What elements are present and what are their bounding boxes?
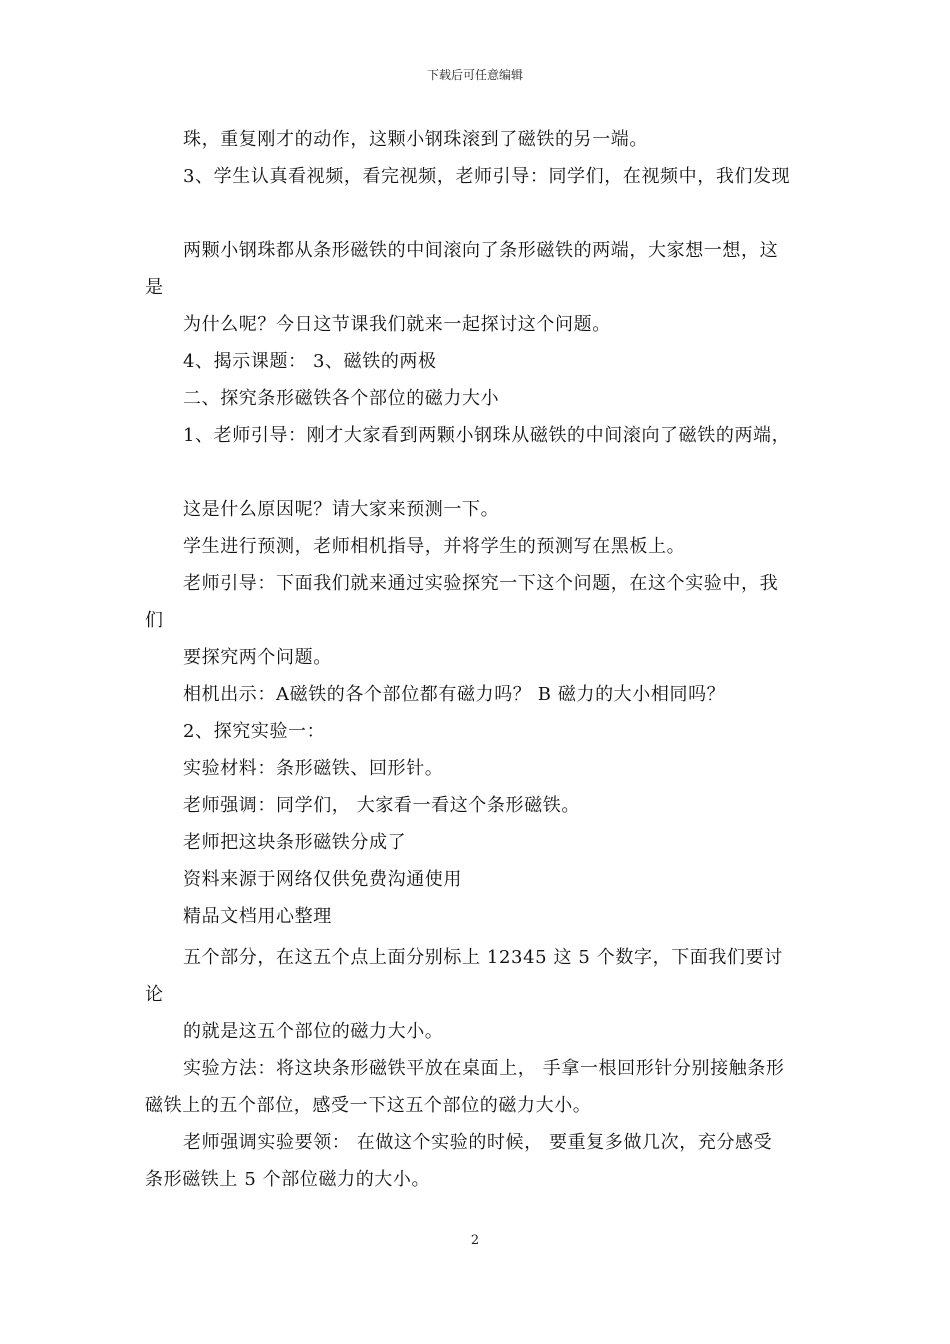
source-note: 资料来源于网络仅供免费沟通使用 bbox=[183, 869, 462, 890]
page-header: 下载后可任意编辑 bbox=[426, 68, 523, 82]
paragraph-line: 要探究两个问题。 bbox=[183, 647, 332, 668]
paragraph-line: 磁铁上的五个部位，感受一下这五个部位的磁力大小。 bbox=[145, 1095, 592, 1116]
paragraph-line: 条形磁铁上 5 个部位磁力的大小。 bbox=[145, 1169, 431, 1190]
paragraph-line: 1、老师引导：刚才大家看到两颗小钢珠从磁铁的中间滚向了磁铁的两端， bbox=[183, 425, 791, 446]
paragraph-line: 是 bbox=[145, 277, 164, 298]
page-number: 2 bbox=[470, 1233, 480, 1248]
paragraph-line: 老师引导：下面我们就来通过实验探究一下这个问题，在这个实验中，我 bbox=[183, 573, 779, 594]
paragraph-line: 这是什么原因呢？请大家来预测一下。 bbox=[183, 499, 500, 520]
paragraph-line: 论 bbox=[145, 984, 164, 1005]
paragraph-line: 老师强调实验要领： 在做这个实验的时候， 要重复多做几次，充分感受 bbox=[183, 1132, 773, 1153]
paragraph-line: 的就是这五个部位的磁力大小。 bbox=[183, 1021, 444, 1042]
source-note: 精品文档用心整理 bbox=[183, 906, 332, 927]
paragraph-line: 珠，重复刚才的动作，这颗小钢珠滚到了磁铁的另一端。 bbox=[183, 129, 648, 150]
paragraph-line: 学生进行预测，老师相机指导，并将学生的预测写在黑板上。 bbox=[183, 536, 686, 557]
paragraph-line: 五个部分，在这五个点上面分别标上 12345 这 5 个数字，下面我们要讨 bbox=[183, 947, 783, 968]
paragraph-line: 相机出示：A磁铁的各个部位都有磁力吗？ B 磁力的大小相同吗？ bbox=[183, 684, 726, 705]
paragraph-line: 4、揭示课题： 3、磁铁的两极 bbox=[183, 351, 437, 372]
paragraph-line: 老师把这块条形磁铁分成了 bbox=[183, 832, 407, 853]
paragraph-line: 2、探究实验一： bbox=[183, 721, 326, 742]
paragraph-line: 实验方法：将这块条形磁铁平放在桌面上， 手拿一根回形针分别接触条形 bbox=[183, 1058, 785, 1079]
paragraph-line: 老师强调：同学们， 大家看一看这个条形磁铁。 bbox=[183, 795, 580, 816]
paragraph-line: 3、学生认真看视频，看完视频，老师引导：同学们，在视频中，我们发现 bbox=[183, 166, 791, 187]
paragraph-line: 们 bbox=[145, 610, 164, 631]
paragraph-line: 实验材料：条形磁铁、回形针。 bbox=[183, 758, 444, 779]
section-heading: 二、探究条形磁铁各个部位的磁力大小 bbox=[183, 388, 500, 409]
paragraph-line: 两颗小钢珠都从条形磁铁的中间滚向了条形磁铁的两端，大家想一想，这 bbox=[183, 240, 779, 261]
paragraph-line: 为什么呢？今日这节课我们就来一起探讨这个问题。 bbox=[183, 314, 611, 335]
